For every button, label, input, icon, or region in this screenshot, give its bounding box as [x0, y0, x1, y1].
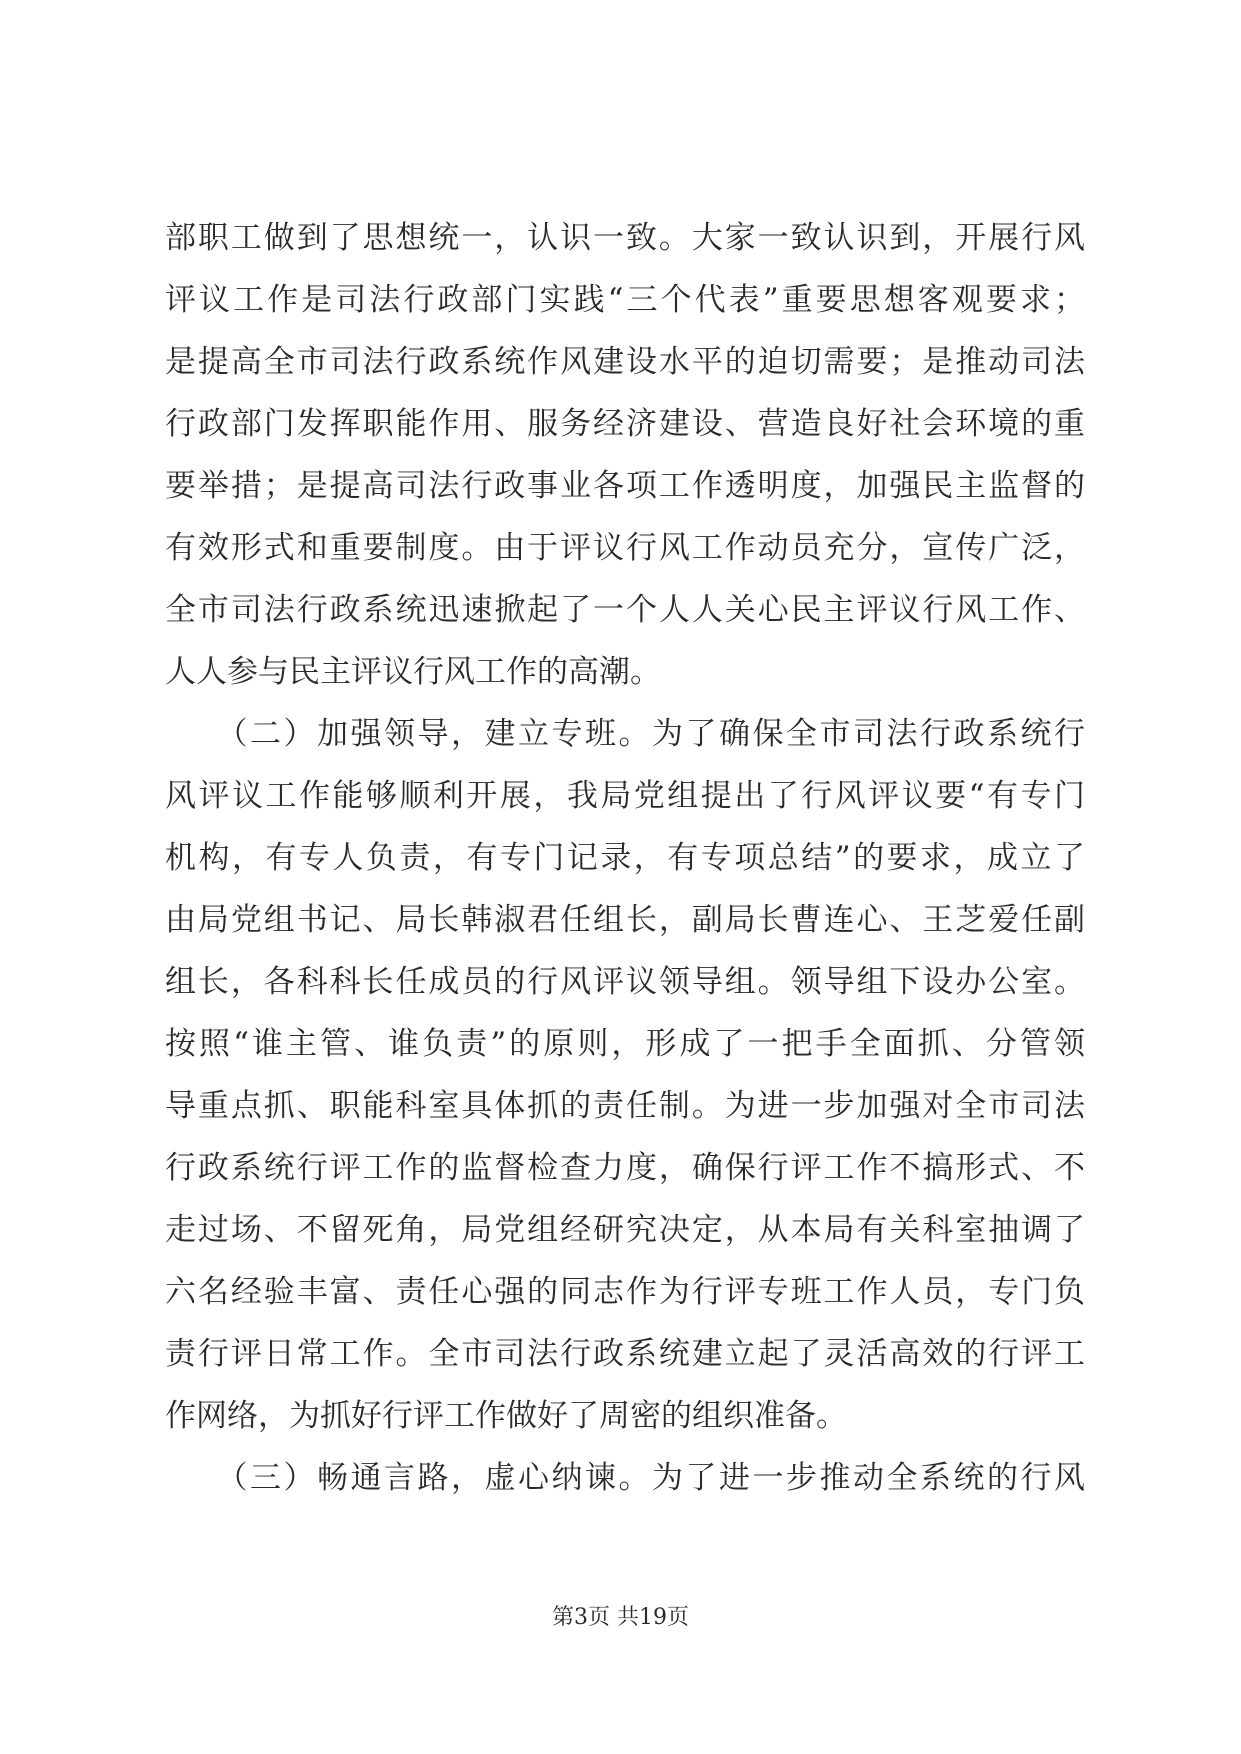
text-line: 导重点抓、职能科室具体抓的责任制。为进一步加强对全市司法	[165, 1088, 1085, 1124]
text-line: 组长，各科科长任成员的行风评议领导组。领导组下设办公室。	[165, 964, 1085, 1000]
text-line: （三）畅通言路，虚心纳谏。为了进一步推动全系统的行风	[165, 1460, 1085, 1496]
text-line: 评议工作是司法行政部门实践“三个代表”重要思想客观要求；	[165, 282, 1085, 318]
text-line: 有效形式和重要制度。由于评议行风工作动员充分，宣传广泛，	[165, 530, 1085, 566]
text-line: 人人参与民主评议行风工作的高潮。	[165, 654, 661, 690]
text-line: 行政系统行评工作的监督检查力度，确保行评工作不搞形式、不	[165, 1150, 1085, 1186]
text-line: 走过场、不留死角，局党组经研究决定，从本局有关科室抽调了	[165, 1212, 1085, 1248]
page-number-footer: 第3页 共19页	[552, 1605, 689, 1630]
text-line: 按照“谁主管、谁负责”的原则，形成了一把手全面抓、分管领	[165, 1026, 1085, 1062]
text-line: 是提高全市司法行政系统作风建设水平的迫切需要；是推动司法	[165, 344, 1085, 380]
text-line: 责行评日常工作。全市司法行政系统建立起了灵活高效的行评工	[165, 1336, 1085, 1372]
text-line: 部职工做到了思想统一，认识一致。大家一致认识到，开展行风	[165, 220, 1085, 256]
text-line: 行政部门发挥职能作用、服务经济建设、营造良好社会环境的重	[165, 406, 1085, 442]
text-line: 全市司法行政系统迅速掀起了一个人人关心民主评议行风工作、	[165, 592, 1085, 628]
text-line: 由局党组书记、局长韩淑君任组长，副局长曹连心、王芝爱任副	[165, 902, 1085, 938]
text-line: 作网络，为抓好行评工作做好了周密的组织准备。	[165, 1398, 847, 1434]
text-line: （二）加强领导，建立专班。为了确保全市司法行政系统行	[165, 716, 1085, 752]
text-line: 风评议工作能够顺利开展，我局党组提出了行风评议要“有专门	[165, 778, 1085, 814]
text-line: 六名经验丰富、责任心强的同志作为行评专班工作人员，专门负	[165, 1274, 1085, 1310]
text-line: 要举措；是提高司法行政事业各项工作透明度，加强民主监督的	[165, 468, 1085, 504]
document-body	[165, 207, 1085, 1509]
text-line: 机构，有专人负责，有专门记录，有专项总结”的要求，成立了	[165, 840, 1085, 876]
